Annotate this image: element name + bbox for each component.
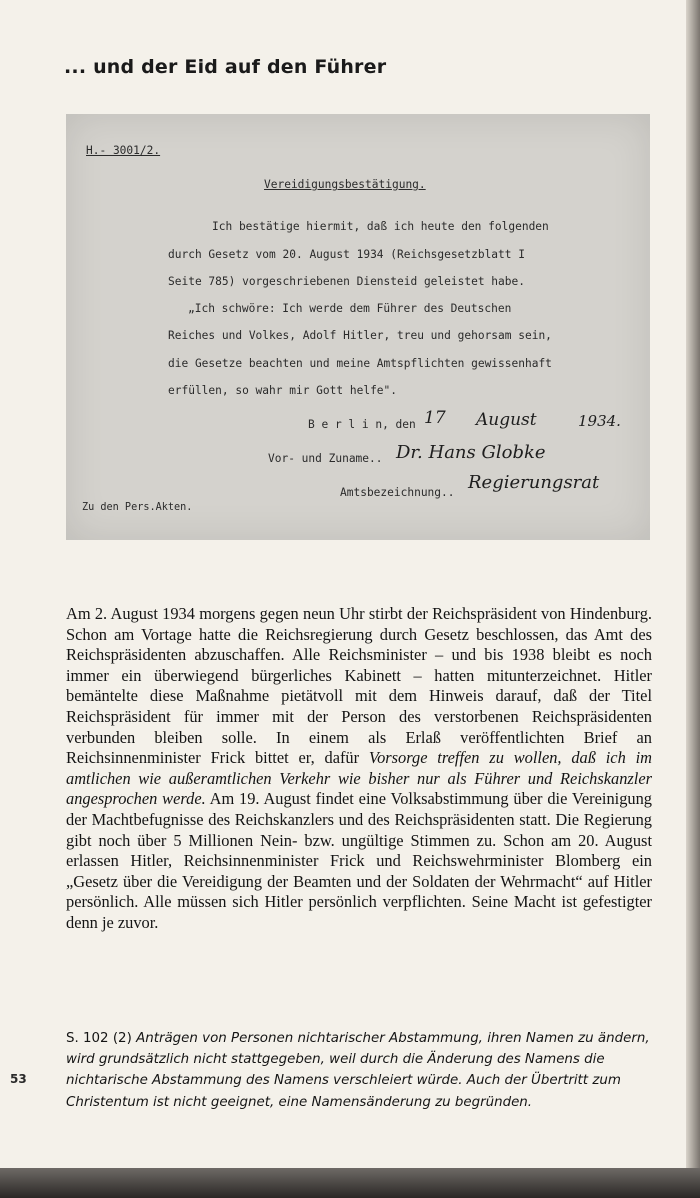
- handwritten-name: Dr. Hans Globke: [396, 442, 546, 463]
- footnote: [66, 1028, 656, 1113]
- file-note: Zu den Pers.Akten.: [82, 502, 193, 513]
- document-line: erfüllen, so wahr mir Gott helfe".: [168, 384, 398, 397]
- document-line: die Gesetze beachten und meine Amtspflichten gewissenhaft: [168, 357, 552, 370]
- name-label: Vor- und Zuname..: [268, 452, 383, 465]
- footnote-reference: S. 102 (2): [66, 1031, 132, 1046]
- chapter-title: ... und der Eid auf den Führer: [64, 56, 387, 78]
- title-label: Amtsbezeichnung..: [340, 486, 455, 499]
- scan-shadow: [0, 1168, 700, 1198]
- page-number: 53: [10, 1072, 27, 1086]
- document-line: Reiches und Volkes, Adolf Hitler, treu und gehorsam sein,: [168, 329, 552, 342]
- document-heading: Vereidigungsbestätigung.: [264, 178, 426, 191]
- document-line: durch Gesetz vom 20. August 1934 (Reichsgesetzblatt I: [168, 248, 525, 261]
- handwritten-day: 17: [424, 408, 446, 428]
- body-text-part: Am 19. August findet eine Volksabstimmung über die Vereinigung der Machtbefugnisse des Reichskanzlers und des Reichspräsidenten statt. Die Regierung gibt noch über 5 Millionen Nein- bzw. ungültige Stimmen zu. Schon am 20. August erlassen Hitler, Reichsinnenminister Frick und Reichswehrminister Blomberg ein „Gesetz über die Vereidigung der Beamten und der Soldaten der Wehrmacht“ auf Hitler persönlich. Alle müssen sich Hitler persönlich verpflichten. Seine Macht ist gefestigter denn je zuvor.: [66, 789, 652, 932]
- body-text-part: Am 2. August 1934 morgens gegen neun Uhr stirbt der Reichspräsident von Hindenburg. Schon am Vortage hatte die Reichsregierung durch Gesetz beschlossen, das Amt des Reichspräsidenten abzuschaffen. Alle Reichsminister – und bis 1938 bleibt es noch immer ein überwiegend bürgerliches Kabinett – hatten mitunterzeichnet. Hitler bemäntelte diese Maßnahme pietätvoll mit dem Hinweis darauf, daß der Titel Reichspräsident für immer mit der Person des verstorbenen Reichspräsidenten verbunden bleiben solle. In einem als Erlaß veröffentlichten Brief an Reichsinnenminister Frick bittet er, dafür: [66, 604, 652, 768]
- place-date-label: B e r l i n, den: [308, 418, 416, 431]
- document-facsimile: [66, 114, 650, 540]
- body-text: [66, 604, 652, 934]
- document-line: „Ich schwöre: Ich werde dem Führer des Deutschen: [188, 302, 512, 315]
- quoted-letter: Vorsorge treffen zu wollen, daß ich im amtlichen wie außeramtlichen Verkehr wie bisher nur als Führer und Reichskanzler angesprochen werde.: [66, 748, 652, 809]
- body-paragraph: [66, 604, 652, 934]
- handwritten-year: 1934.: [578, 412, 621, 430]
- document-reference: H.- 3001/2.: [86, 144, 161, 157]
- handwritten-title: Regierungsrat: [468, 472, 600, 493]
- footnote-text: Anträgen von Personen nichtarischer Abstammung, ihren Namen zu ändern, wird grundsätzlich nicht stattgegeben, weil durch die Änderung des Namens die nichtarische Abstammung des Namens verschleiert würde. Auch der Übertritt zum Christentum ist nicht geeignet, eine Namensänderung zu begründen.: [66, 1031, 650, 1110]
- document-line: Ich bestätige hiermit, daß ich heute den folgenden: [212, 220, 549, 233]
- handwritten-month: August: [476, 410, 537, 430]
- page-edge: [686, 0, 700, 1170]
- document-line: Seite 785) vorgeschriebenen Diensteid geleistet habe.: [168, 275, 525, 288]
